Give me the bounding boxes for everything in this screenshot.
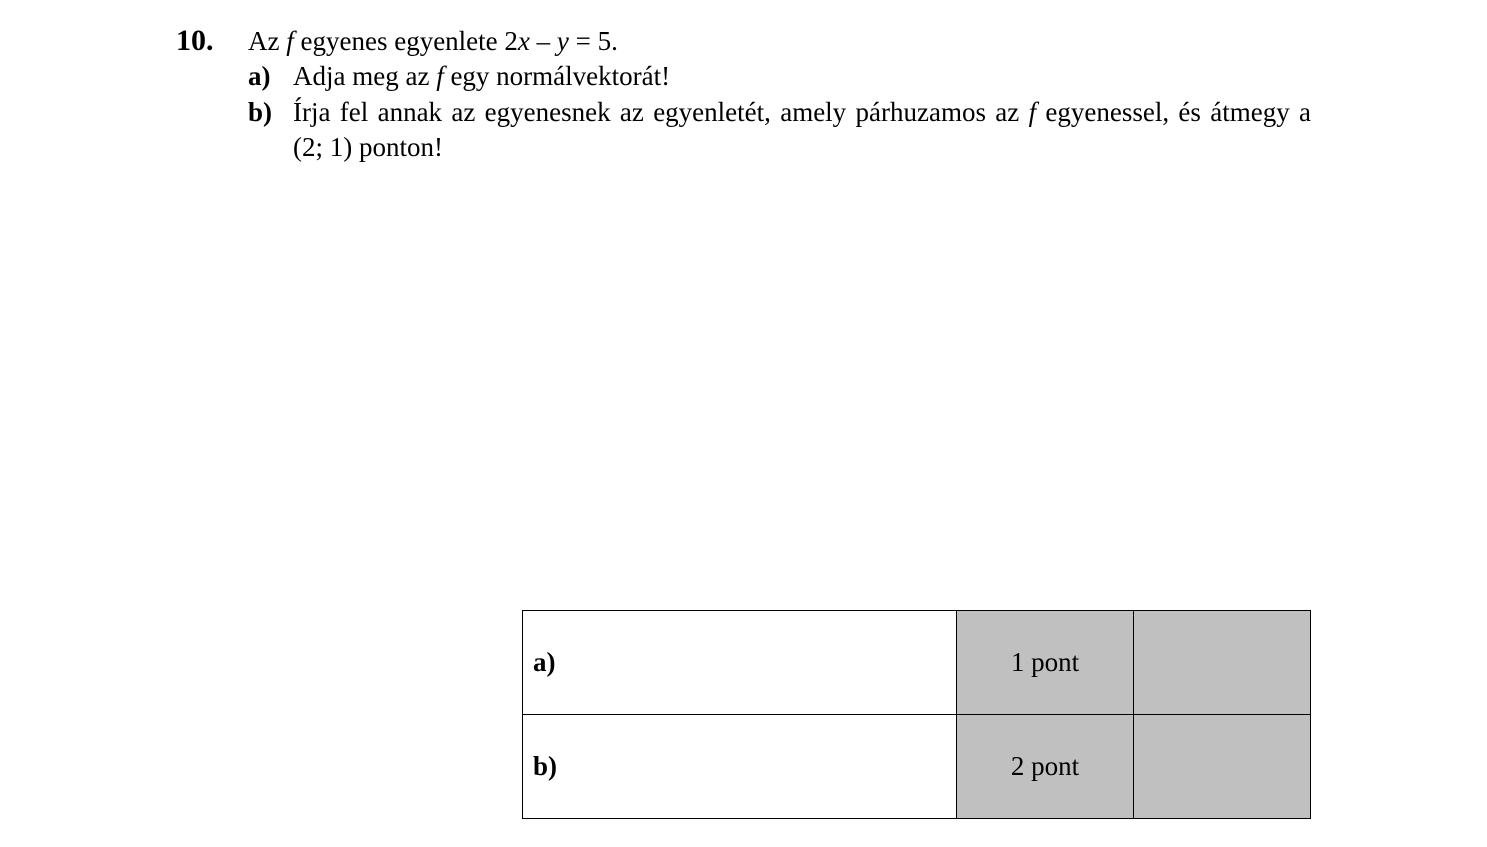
score-row-b bbox=[523, 715, 1311, 819]
score-entry-cell[interactable] bbox=[1134, 611, 1311, 715]
score-row-label: a) bbox=[523, 611, 957, 715]
subtask-b-label: b) bbox=[248, 97, 273, 127]
statement-minus: – bbox=[529, 26, 557, 56]
subtask-a-variable: f bbox=[436, 61, 444, 91]
problem-statement bbox=[248, 24, 618, 58]
statement-suffix: = 5. bbox=[568, 26, 618, 56]
subtask-b-text-before: Írja fel annak az egyenesnek az egyenletét, amely párhuzamos az bbox=[293, 97, 1029, 127]
subtask-b-text bbox=[293, 95, 1311, 165]
subtask-a-label: a) bbox=[248, 61, 271, 91]
statement-middle: egyenes egyenlete 2 bbox=[293, 26, 518, 56]
score-row-label: b) bbox=[523, 715, 957, 819]
subtask-a-text bbox=[293, 59, 1311, 93]
score-row-points: 1 pont bbox=[957, 611, 1134, 715]
subtask-b-text-after: egyenessel, és átmegy a (2; 1) ponton! bbox=[293, 97, 1311, 162]
score-row-a bbox=[523, 611, 1311, 715]
score-entry-cell[interactable] bbox=[1134, 715, 1311, 819]
statement-prefix: Az bbox=[248, 26, 287, 56]
x-variable: x bbox=[517, 26, 530, 56]
subtask-b-variable: f bbox=[1028, 97, 1037, 127]
subtask-a-text-after: egy normálvektorát! bbox=[443, 61, 671, 91]
problem-number: 10. bbox=[176, 24, 214, 57]
y-variable: y bbox=[556, 26, 569, 56]
subtask-a-text-before: Adja meg az bbox=[293, 61, 437, 91]
score-row-points: 2 pont bbox=[957, 715, 1134, 819]
line-variable: f bbox=[286, 26, 294, 56]
score-table bbox=[522, 610, 1311, 819]
